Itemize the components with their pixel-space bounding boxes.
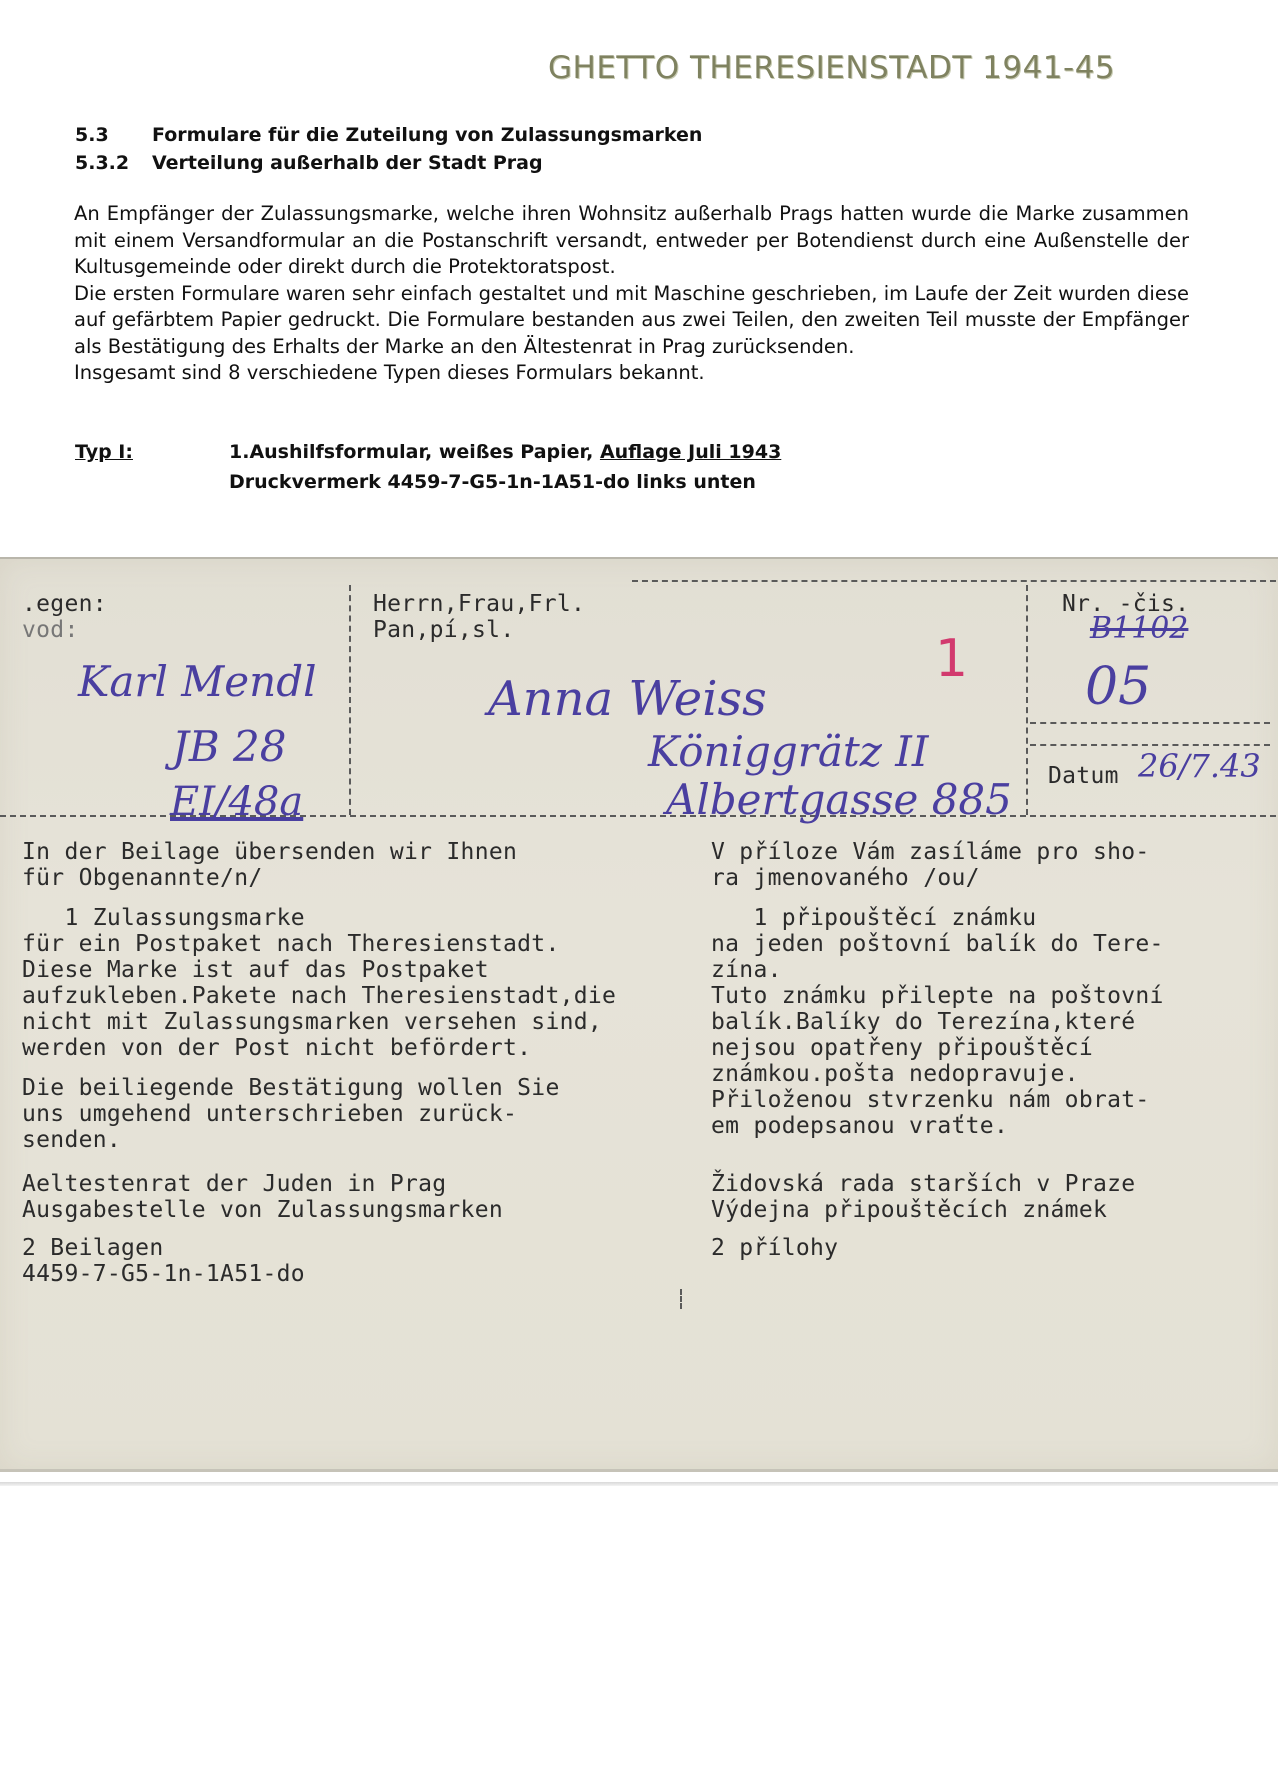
recipient-street: Albertgasse 885: [666, 775, 1012, 824]
text-line: Die beiliegende Bestätigung wollen Sie: [22, 1075, 560, 1101]
divider-horizontal-datum: [1030, 744, 1270, 746]
recipient-label-de: Herrn,Frau,Frl.: [373, 591, 586, 617]
text-line: na jeden poštovní balík do Tere-: [711, 931, 1164, 957]
text-line: 1 Zulassungsmarke: [22, 905, 305, 931]
text-line: uns umgehend unterschrieben zurück-: [22, 1101, 518, 1127]
red-mark: 1: [935, 629, 969, 689]
text-line: 2 přílohy: [711, 1235, 839, 1261]
date-value: 26/7.43: [1138, 747, 1261, 785]
text-line: Výdejna připouštěcích známek: [711, 1197, 1108, 1223]
recipient-label-cz: Pan,pí,sl.: [373, 617, 515, 643]
intro-paragraph-3: Insgesamt sind 8 verschiedene Typen dieses Formulars bekannt.: [74, 361, 705, 384]
sender-name: Karl Mendl: [78, 657, 317, 706]
text-line: In der Beilage übersenden wir Ihnen: [22, 839, 518, 865]
section-title: Formulare für die Zuteilung von Zulassungsmarken: [152, 124, 703, 146]
type-label: Typ I:: [75, 441, 133, 463]
number-value: B1102: [1090, 611, 1189, 646]
text-line: nejsou opatřeny připouštěcí: [711, 1035, 1093, 1061]
number-value-2: 05: [1085, 657, 1152, 717]
divider-horizontal-nr: [1030, 722, 1270, 724]
divider-horizontal-top: [632, 580, 1276, 582]
scanned-form-card: [0, 557, 1278, 1472]
type-edition: Auflage Juli 1943: [599, 441, 782, 463]
text-line: Přiloženou stvrzenku nám obrat-: [711, 1087, 1150, 1113]
section-title: Verteilung außerhalb der Stadt Prag: [152, 152, 543, 174]
intro-text: [74, 201, 1189, 387]
sender-address-2: EI/48a: [170, 779, 304, 825]
datum-label: Datum: [1048, 763, 1119, 789]
text-line: em podepsanou vraťte.: [711, 1113, 1009, 1139]
text-line: ra jmenovaného /ou/: [711, 865, 980, 891]
intro-paragraph-2: Die ersten Formulare waren sehr einfach gestaltet und mit Maschine geschrieben, im Laufe der Zeit wurden diese auf gefärbtem Papier gedruckt. Die Formulare bestanden aus zwei Teilen, den zweiten Teil musste der Empfänger als Bestätigung des Erhalts der Marke an den Ältestenrat in Prag zurücksenden.: [74, 281, 1189, 358]
text-line: 2 Beilagen: [22, 1235, 164, 1261]
scan-edge: [0, 1482, 1278, 1486]
recipient-city: Königgrätz II: [648, 727, 929, 776]
text-line: Diese Marke ist auf das Postpaket: [22, 957, 489, 983]
sender-label-de: .egen:: [22, 591, 107, 617]
text-line: werden von der Post nicht befördert.: [22, 1035, 532, 1061]
print-code: 4459-7-G5-1n-1A51-do: [22, 1261, 305, 1287]
text-line: Židovská rada starších v Praze: [711, 1171, 1136, 1197]
text-line: Aeltestenrat der Juden in Prag: [22, 1171, 447, 1197]
text-line: für Obgenannte/n/: [22, 865, 263, 891]
text-line: V příloze Vám zasíláme pro sho-: [711, 839, 1150, 865]
intro-paragraph-1: An Empfänger der Zulassungsmarke, welche ihren Wohnsitz außerhalb Prags hatten wurde die Marke zusammen mit einem Versandformular an die Postanschrift versandt, entweder per Botendienst durch eine Außenstelle der Kultusgemeinde oder direkt durch die Protektoratspost.: [74, 202, 1189, 278]
sender-label-cz: vod:: [22, 617, 79, 643]
section-number: 5.3: [75, 124, 109, 146]
text-line: senden.: [22, 1127, 122, 1153]
text-line: nicht mit Zulassungsmarken versehen sind,: [22, 1009, 603, 1035]
recipient-name: Anna Weiss: [488, 671, 767, 727]
sender-address-1: JB 28: [172, 722, 287, 771]
text-line: zína.: [711, 957, 782, 983]
number-label: Nr. -čis.: [1062, 591, 1190, 617]
page-title: GHETTO THERESIENSTADT 1941-45: [548, 50, 1116, 86]
text-line: für ein Postpaket nach Theresienstadt.: [22, 931, 560, 957]
type-description-line-1: [229, 441, 781, 463]
text-line: Ausgabestelle von Zulassungsmarken: [22, 1197, 504, 1223]
section-heading-5-3-2: [75, 152, 543, 174]
type-description-prefix: 1.Aushilfsformular, weißes Papier,: [229, 441, 600, 463]
divider-vertical-right: [1026, 585, 1028, 815]
text-line: známkou.pošta nedopravuje.: [711, 1061, 1079, 1087]
section-number: 5.3.2: [75, 152, 130, 174]
divider-vertical-left: [349, 585, 351, 815]
divider-vertical-text: [680, 1289, 682, 1309]
text-line: 1 připouštěcí známku: [711, 905, 1037, 931]
section-heading-5-3: [75, 124, 702, 146]
text-line: Tuto známku přilepte na poštovní: [711, 983, 1164, 1009]
text-line: aufzukleben.Pakete nach Theresienstadt,die: [22, 983, 617, 1009]
text-line: balík.Balíky do Terezína,které: [711, 1009, 1136, 1035]
type-description-line-2: Druckvermerk 4459-7-G5-1n-1A51-do links unten: [229, 471, 756, 493]
